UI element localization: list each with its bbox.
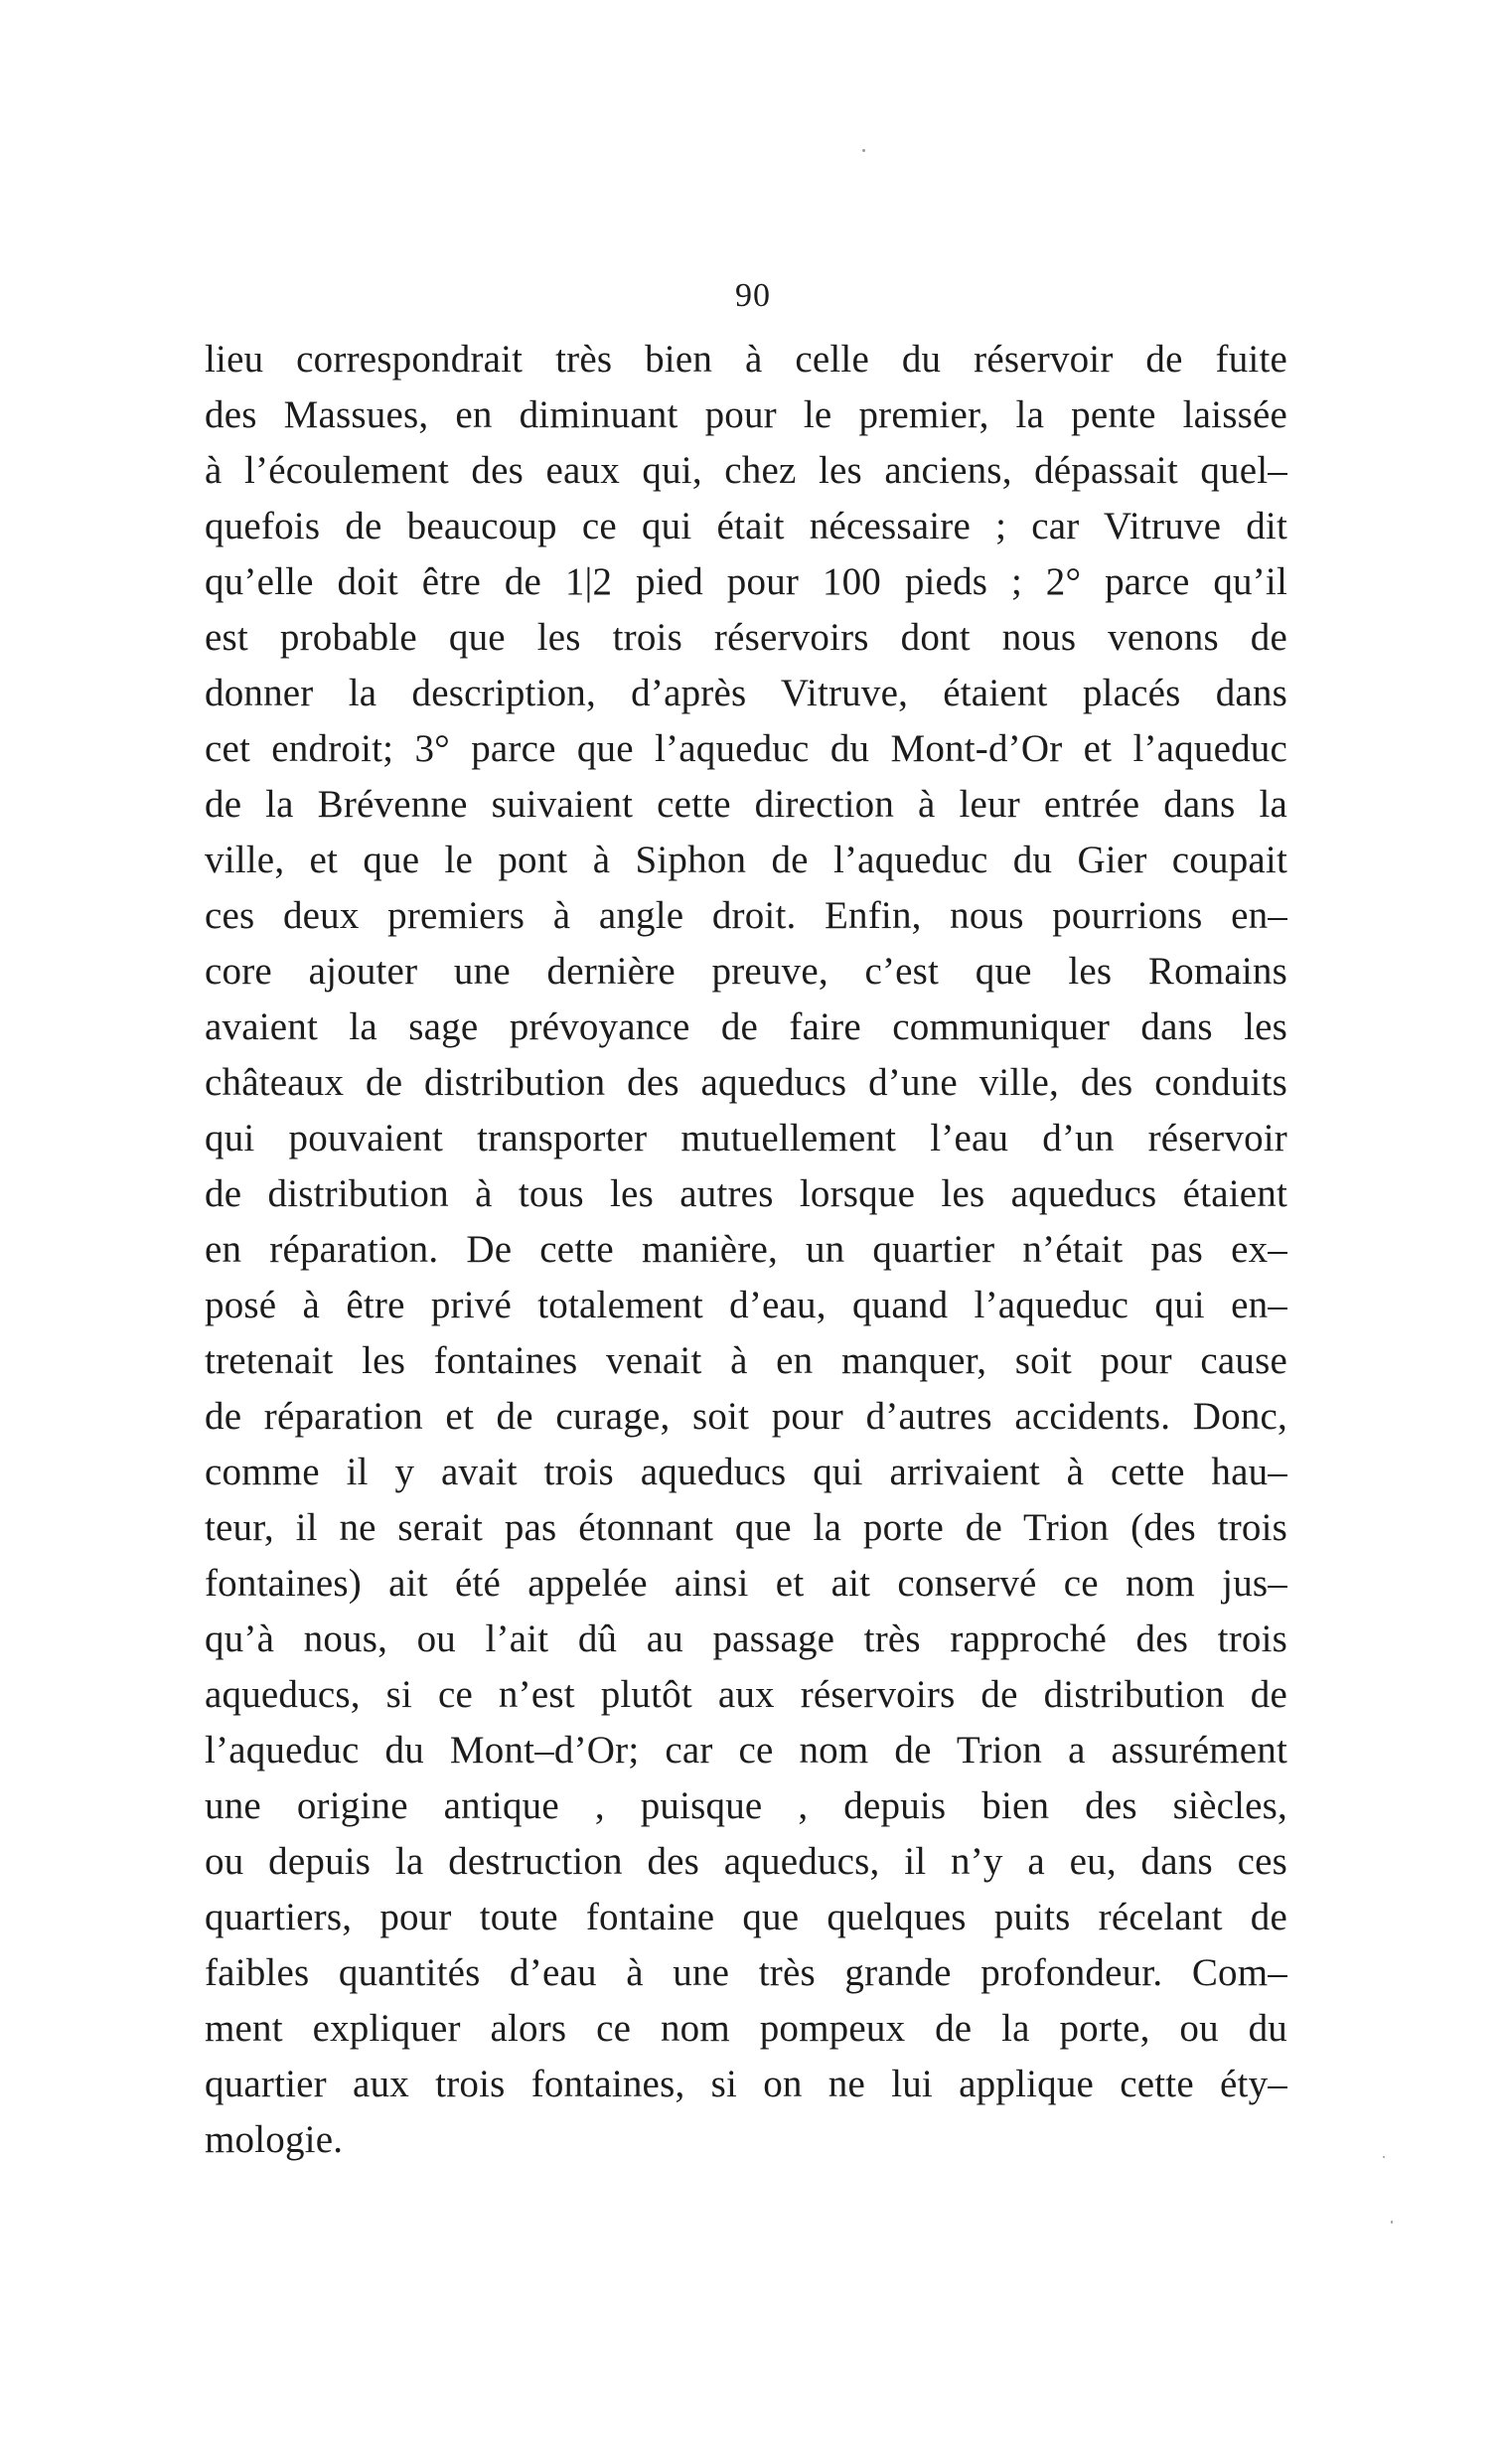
text-line: lieu correspondrait très bien à celle du réservoir de fuite <box>205 338 1287 381</box>
page-number: 90 <box>735 277 771 314</box>
text-line: avaient la sage prévoyance de faire communiquer dans les <box>205 1005 1287 1048</box>
body-text <box>205 332 1287 2168</box>
text-line: cet endroit; 3° parce que l’aqueduc du Mont-d’Or et l’aqueduc <box>205 727 1287 770</box>
text-line: posé à être privé totalement d’eau, quand l’aqueduc qui en– <box>205 1284 1287 1326</box>
text-line: quartiers, pour toute fontaine que quelques puits récelant de <box>205 1896 1287 1938</box>
text-line: ville, et que le pont à Siphon de l’aqueduc du Gier coupait <box>205 839 1287 881</box>
paper-speck <box>862 149 865 152</box>
text-line: donner la description, d’après Vitruve, étaient placés dans <box>205 672 1287 714</box>
text-line: châteaux de distribution des aqueducs d’une ville, des conduits <box>205 1061 1287 1104</box>
text-line-last: mologie. <box>205 2118 344 2161</box>
text-line: comme il y avait trois aqueducs qui arrivaient à cette hau– <box>205 1451 1287 1493</box>
text-line: ment expliquer alors ce nom pompeux de la porte, ou du <box>205 2007 1287 2050</box>
text-line: ou depuis la destruction des aqueducs, il n’y a eu, dans ces <box>205 1840 1287 1883</box>
text-line: qu’elle doit être de 1|2 pied pour 100 pieds ; 2° parce qu’il <box>205 560 1287 603</box>
text-line: faibles quantités d’eau à une très grande profondeur. Com– <box>205 1951 1287 1994</box>
text-line: quefois de beaucoup ce qui était nécessaire ; car Vitruve dit <box>205 505 1287 547</box>
text-line: en réparation. De cette manière, un quartier n’était pas ex– <box>205 1228 1287 1271</box>
text-line: de distribution à tous les autres lorsque les aqueducs étaient <box>205 1172 1287 1215</box>
paper-speck <box>1383 2156 1385 2158</box>
paper-speck <box>1391 2221 1393 2224</box>
text-line: de réparation et de curage, soit pour d’autres accidents. Donc, <box>205 1395 1287 1438</box>
text-line: tretenait les fontaines venait à en manquer, soit pour cause <box>205 1339 1287 1382</box>
text-line: qui pouvaient transporter mutuellement l’eau d’un réservoir <box>205 1117 1287 1159</box>
text-line: fontaines) ait été appelée ainsi et ait conservé ce nom jus– <box>205 1562 1287 1605</box>
text-line: aqueducs, si ce n’est plutôt aux réservoirs de distribution de <box>205 1673 1287 1716</box>
text-line: de la Brévenne suivaient cette direction à leur entrée dans la <box>205 783 1287 826</box>
text-line: quartier aux trois fontaines, si on ne lui applique cette éty– <box>205 2063 1287 2105</box>
text-line: l’aqueduc du Mont–d’Or; car ce nom de Trion a assurément <box>205 1729 1287 1771</box>
text-line: core ajouter une dernière preuve, c’est que les Romains <box>205 950 1287 993</box>
text-line: à l’écoulement des eaux qui, chez les anciens, dépassait quel– <box>205 449 1287 492</box>
text-line: teur, il ne serait pas étonnant que la porte de Trion (des trois <box>205 1506 1287 1549</box>
text-line: ces deux premiers à angle droit. Enfin, nous pourrions en– <box>205 894 1287 937</box>
text-line: est probable que les trois réservoirs dont nous venons de <box>205 616 1287 659</box>
text-line: qu’à nous, ou l’ait dû au passage très rapproché des trois <box>205 1617 1287 1660</box>
text-line: une origine antique , puisque , depuis bien des siècles, <box>205 1784 1287 1827</box>
text-line: des Massues, en diminuant pour le premier, la pente laissée <box>205 393 1287 436</box>
